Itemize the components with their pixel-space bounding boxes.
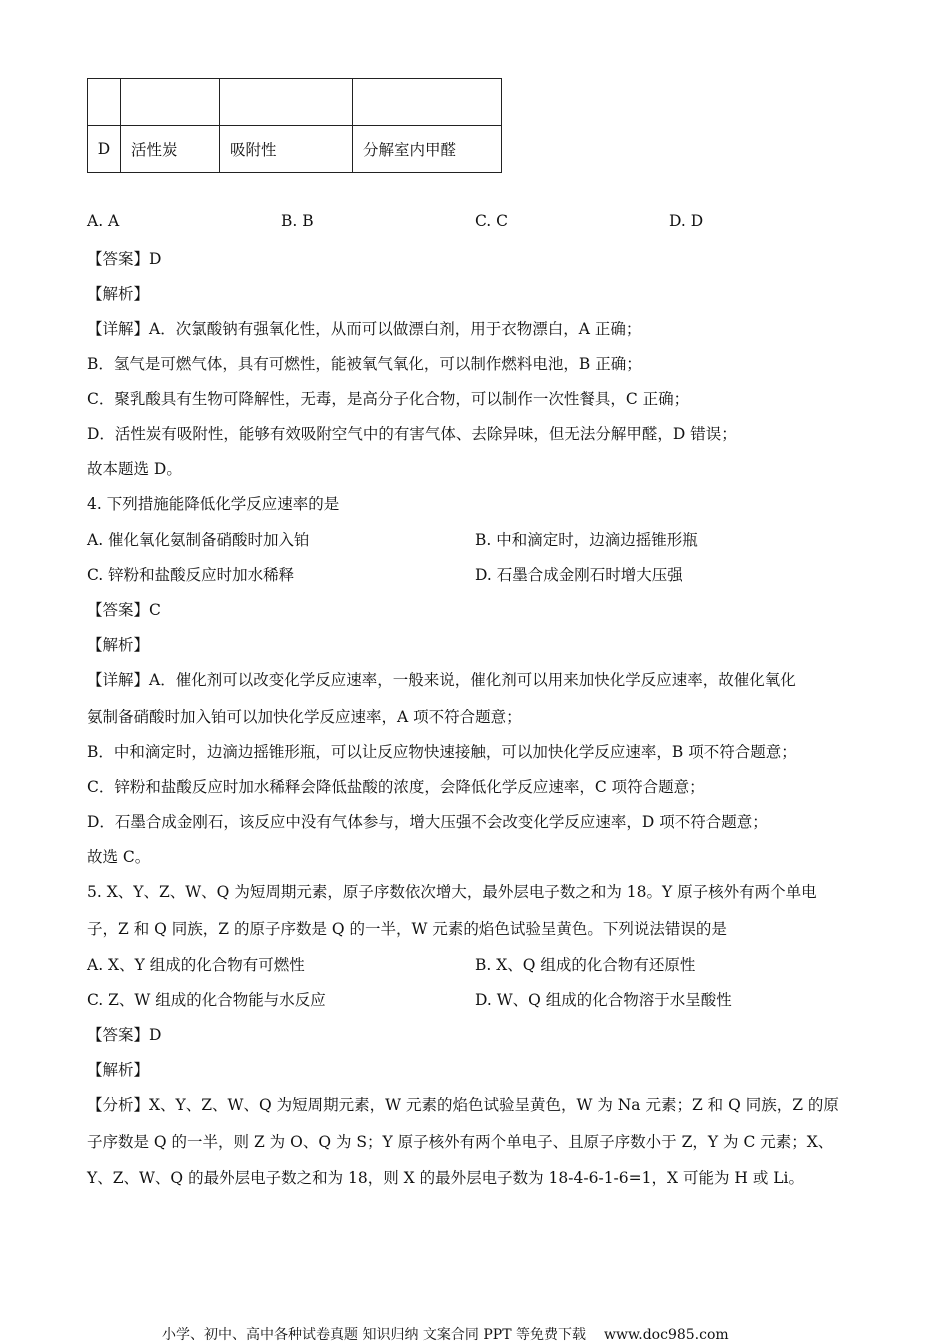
q5-detail-line: Y、Z、W、Q 的最外层电子数之和为 18，则 X 的最外层电子数为 18-4-6-1-6=1，X 可能为 H 或 Li。 — [87, 1169, 805, 1187]
q3-option-d: D. D — [669, 212, 704, 230]
q5-option-d: D. W、Q 组成的化合物溶于水呈酸性 — [475, 991, 732, 1009]
table-row — [88, 126, 502, 173]
q5-question-line: 子，Z 和 Q 同族，Z 的原子序数是 Q 的一半，W 元素的焰色试验呈黄色。下列说法错误的是 — [87, 920, 727, 938]
q5-detail-line: 【分析】X、Y、Z、W、Q 为短周期元素，W 元素的焰色试验呈黄色，W 为 Na 元素；Z 和 Q 同族，Z 的原 — [87, 1096, 839, 1114]
options-table — [87, 78, 502, 173]
footer-text: 小学、初中、高中各种试卷真题 知识归纳 文案合同 PPT 等免费下载 — [162, 1327, 586, 1343]
q4-option-a: A. 催化氧化氨制备硝酸时加入铂 — [87, 531, 310, 549]
q3-option-a: A. A — [87, 212, 120, 230]
q3-detail-line: 【详解】A．次氯酸钠有强氧化性，从而可以做漂白剂，用于衣物漂白，A 正确； — [87, 320, 642, 338]
q3-detail-line: 故本题选 D。 — [87, 460, 182, 478]
q4-question: 4. 下列措施能降低化学反应速率的是 — [87, 495, 340, 513]
q4-analysis-label: 【解析】 — [87, 636, 150, 654]
q3-detail-line: C．聚乳酸具有生物可降解性，无毒，是高分子化合物，可以制作一次性餐具，C 正确； — [87, 390, 690, 408]
table-cell: 活性炭 — [121, 126, 220, 173]
q5-detail-line: 子序数是 Q 的一半，则 Z 为 O、Q 为 S；Y 原子核外有两个单电子、且原子序数小于 Z，Y 为 C 元素；X、 — [87, 1133, 834, 1151]
q3-option-c: C. C — [475, 212, 509, 230]
q5-answer: 【答案】D — [87, 1026, 162, 1044]
q4-detail-line: D．石墨合成金刚石，该反应中没有气体参与，增大压强不会改变化学反应速率，D 项不符合题意； — [87, 813, 768, 831]
q5-option-c: C. Z、W 组成的化合物能与水反应 — [87, 991, 326, 1009]
page-footer — [162, 1324, 729, 1344]
q4-detail-line: 故选 C。 — [87, 848, 151, 866]
q4-option-c: C. 锌粉和盐酸反应时加水稀释 — [87, 566, 295, 584]
q4-answer: 【答案】C — [87, 601, 161, 619]
table-cell — [88, 79, 121, 126]
table-cell — [220, 79, 353, 126]
table-cell: 分解室内甲醛 — [353, 126, 502, 173]
q4-option-b: B. 中和滴定时，边滴边摇锥形瓶 — [475, 531, 698, 549]
q3-detail-line: D．活性炭有吸附性，能够有效吸附空气中的有害气体、去除异味，但无法分解甲醛，D 错误； — [87, 425, 737, 443]
footer-url[interactable]: www.doc985.com — [603, 1327, 729, 1343]
q4-detail-line: 氨制备硝酸时加入铂可以加快化学反应速率，A 项不符合题意； — [87, 708, 522, 726]
q4-detail-line: B．中和滴定时，边滴边摇锥形瓶，可以让反应物快速接触，可以加快化学反应速率，B 项不符合题意； — [87, 743, 797, 761]
q5-question-line: 5. X、Y、Z、W、Q 为短周期元素，原子序数依次增大，最外层电子数之和为 18。Y 原子核外有两个单电 — [87, 883, 817, 901]
q5-option-b: B. X、Q 组成的化合物有还原性 — [475, 956, 696, 974]
q3-detail-line: B．氢气是可燃气体，具有可燃性，能被氧气氧化，可以制作燃料电池，B 正确； — [87, 355, 642, 373]
table-row — [88, 79, 502, 126]
table-cell — [353, 79, 502, 126]
q4-detail-line: C．锌粉和盐酸反应时加水稀释会降低盐酸的浓度，会降低化学反应速率，C 项符合题意； — [87, 778, 705, 796]
q3-analysis-label: 【解析】 — [87, 285, 150, 303]
table-cell: 吸附性 — [220, 126, 353, 173]
q3-answer: 【答案】D — [87, 250, 162, 268]
table-cell: D — [88, 126, 121, 173]
q4-detail-line: 【详解】A．催化剂可以改变化学反应速率，一般来说，催化剂可以用来加快化学反应速率，故催化氧化 — [87, 671, 796, 689]
q5-analysis-label: 【解析】 — [87, 1061, 150, 1079]
q4-option-d: D. 石墨合成金刚石时增大压强 — [475, 566, 683, 584]
q3-option-b: B. B — [281, 212, 314, 230]
table-cell — [121, 79, 220, 126]
q5-option-a: A. X、Y 组成的化合物有可燃性 — [87, 956, 305, 974]
